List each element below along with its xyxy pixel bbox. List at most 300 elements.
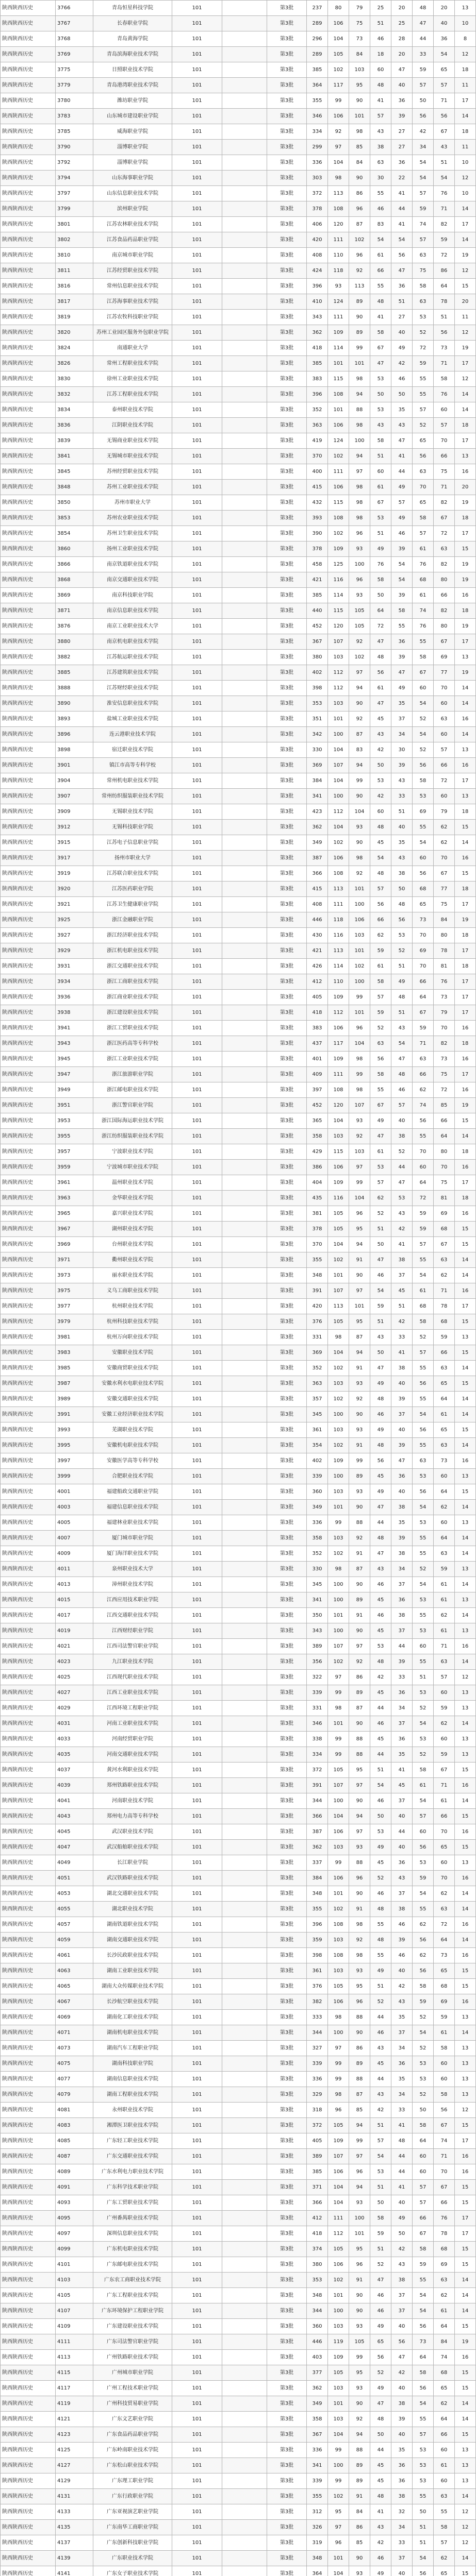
table-row xyxy=(1,2288,476,2303)
code-cell: 4091 xyxy=(56,2180,93,2195)
type-cell: 101 xyxy=(172,310,222,325)
type-cell: 101 xyxy=(172,1871,222,1886)
type-cell: 101 xyxy=(172,572,222,588)
plan-cell xyxy=(222,449,267,464)
value-cell: 98 xyxy=(349,495,370,511)
code-cell: 4031 xyxy=(56,1716,93,1732)
value-cell: 40 xyxy=(391,2427,413,2443)
value-cell: 66 xyxy=(434,758,455,773)
value-cell: 99 xyxy=(328,1515,349,1531)
code-cell: 3967 xyxy=(56,1222,93,1237)
value-cell: 41 xyxy=(391,2118,413,2133)
value-cell: 57 xyxy=(413,2427,434,2443)
table-row xyxy=(1,835,476,851)
plan-cell xyxy=(222,541,267,557)
type-cell: 101 xyxy=(172,1283,222,1299)
value-cell: 111 xyxy=(328,897,349,912)
type-cell: 101 xyxy=(172,47,222,62)
province-cell: 陕西陕西历史 xyxy=(1,2072,56,2087)
plan-cell xyxy=(222,2226,267,2242)
value-cell: 65 xyxy=(434,1840,455,1855)
value-cell: 99 xyxy=(328,2072,349,2087)
plan-cell xyxy=(222,418,267,433)
table-row xyxy=(1,1654,476,1670)
score-cell: 361 xyxy=(307,1422,328,1438)
province-cell: 陕西陕西历史 xyxy=(1,1422,56,1438)
score-cell: 370 xyxy=(307,1237,328,1252)
plan-cell xyxy=(222,835,267,851)
type-cell: 101 xyxy=(172,634,222,650)
plan-cell xyxy=(222,1422,267,1438)
score-cell: 355 xyxy=(307,1902,328,1917)
code-cell: 3979 xyxy=(56,1314,93,1330)
province-cell: 陕西陕西历史 xyxy=(1,201,56,217)
plan-cell xyxy=(222,2087,267,2103)
value-cell: 49 xyxy=(370,541,391,557)
code-cell: 4041 xyxy=(56,1793,93,1809)
value-cell: 50 xyxy=(391,882,413,897)
value-cell: 114 xyxy=(328,588,349,603)
school-cell: 淄博职业学院 xyxy=(93,155,172,171)
table-row xyxy=(1,1144,476,1160)
value-cell: 15 xyxy=(455,279,476,294)
value-cell: 11 xyxy=(455,140,476,155)
value-cell: 105 xyxy=(349,2334,370,2350)
table-row xyxy=(1,402,476,418)
code-cell: 3921 xyxy=(56,897,93,912)
value-cell: 15 xyxy=(455,866,476,882)
code-cell: 3997 xyxy=(56,1453,93,1469)
value-cell: 70 xyxy=(434,1871,455,1886)
plan-cell xyxy=(222,2520,267,2535)
batch-cell: 第3批 xyxy=(267,2273,307,2288)
type-cell: 101 xyxy=(172,1252,222,1268)
value-cell: 92 xyxy=(349,263,370,279)
score-cell: 362 xyxy=(307,820,328,835)
province-cell: 陕西陕西历史 xyxy=(1,1067,56,1082)
school-cell: 江苏联合职业技术学院 xyxy=(93,866,172,882)
value-cell: 108 xyxy=(328,866,349,882)
school-cell: 湖南工业职业技术学院 xyxy=(93,1963,172,1979)
code-cell: 4105 xyxy=(56,2288,93,2303)
value-cell: 93 xyxy=(349,2566,370,2576)
plan-cell xyxy=(222,1809,267,1824)
province-cell: 陕西陕西历史 xyxy=(1,2257,56,2273)
value-cell: 67 xyxy=(434,511,455,526)
score-cell: 366 xyxy=(307,2195,328,2211)
value-cell: 101 xyxy=(328,1500,349,1515)
code-cell: 4141 xyxy=(56,2566,93,2576)
value-cell: 109 xyxy=(328,2133,349,2149)
batch-cell: 第3批 xyxy=(267,325,307,341)
score-cell: 419 xyxy=(307,433,328,449)
batch-cell: 第3批 xyxy=(267,2473,307,2489)
value-cell: 55 xyxy=(370,1948,391,1963)
school-cell: 浙江纺织服装职业技术学院 xyxy=(93,1129,172,1144)
batch-cell: 第3批 xyxy=(267,171,307,186)
plan-cell xyxy=(222,1,267,16)
value-cell: 15 xyxy=(455,1809,476,1824)
type-cell: 101 xyxy=(172,1623,222,1639)
school-cell: 江阴职业技术学院 xyxy=(93,418,172,433)
value-cell: 46 xyxy=(391,526,413,541)
type-cell: 101 xyxy=(172,789,222,804)
school-cell: 广东创新科技职业学院 xyxy=(93,2535,172,2551)
province-cell: 陕西陕西历史 xyxy=(1,2273,56,2288)
school-cell: 江西财经职业学院 xyxy=(93,1623,172,1639)
code-cell: 4089 xyxy=(56,2164,93,2180)
score-cell: 296 xyxy=(307,31,328,47)
table-row xyxy=(1,449,476,464)
batch-cell: 第3批 xyxy=(267,31,307,47)
value-cell: 97 xyxy=(349,1283,370,1299)
value-cell: 76 xyxy=(434,387,455,402)
code-cell: 4073 xyxy=(56,2041,93,2056)
value-cell: 50 xyxy=(370,1237,391,1252)
table-row xyxy=(1,1237,476,1252)
school-cell: 镇江市高等专科学校 xyxy=(93,758,172,773)
province-cell: 陕西陕西历史 xyxy=(1,1299,56,1314)
value-cell: 34 xyxy=(391,727,413,742)
value-cell: 94 xyxy=(349,387,370,402)
value-cell: 96 xyxy=(349,1206,370,1222)
value-cell: 13 xyxy=(455,742,476,758)
value-cell: 13 xyxy=(455,2443,476,2458)
value-cell: 100 xyxy=(328,2025,349,2041)
value-cell: 56 xyxy=(391,248,413,263)
value-cell: 27 xyxy=(391,124,413,140)
value-cell: 59 xyxy=(413,1206,434,1222)
value-cell: 37 xyxy=(391,1793,413,1809)
code-cell: 3792 xyxy=(56,155,93,171)
school-cell: 永州职业技术学院 xyxy=(93,2103,172,2118)
school-cell: 湖南交通职业技术学院 xyxy=(93,1933,172,1948)
value-cell: 105 xyxy=(349,603,370,619)
type-cell: 101 xyxy=(172,449,222,464)
batch-cell: 第3批 xyxy=(267,294,307,310)
value-cell: 95 xyxy=(349,2365,370,2381)
value-cell: 64 xyxy=(434,1531,455,1546)
value-cell: 48 xyxy=(413,1,434,16)
value-cell: 57 xyxy=(413,2195,434,2211)
value-cell: 15 xyxy=(455,820,476,835)
score-cell: 418 xyxy=(307,341,328,356)
table-row xyxy=(1,2303,476,2319)
plan-cell xyxy=(222,2025,267,2041)
value-cell: 52 xyxy=(370,1871,391,1886)
code-cell: 3854 xyxy=(56,526,93,541)
school-cell: 湖南信息职业技术学院 xyxy=(93,2072,172,2087)
value-cell: 38 xyxy=(391,1129,413,1144)
value-cell: 57 xyxy=(370,109,391,124)
value-cell: 13 xyxy=(455,1747,476,1762)
value-cell: 51 xyxy=(370,1314,391,1330)
province-cell: 陕西陕西历史 xyxy=(1,1623,56,1639)
batch-cell: 第3批 xyxy=(267,1732,307,1747)
value-cell: 41 xyxy=(391,1237,413,1252)
value-cell: 46 xyxy=(370,1268,391,1283)
table-row xyxy=(1,1546,476,1562)
score-cell: 391 xyxy=(307,1283,328,1299)
value-cell: 17 xyxy=(455,773,476,789)
type-cell: 101 xyxy=(172,511,222,526)
value-cell: 77 xyxy=(434,665,455,681)
score-cell: 349 xyxy=(307,835,328,851)
code-cell: 3909 xyxy=(56,804,93,820)
value-cell: 93 xyxy=(349,1376,370,1392)
table-row xyxy=(1,279,476,294)
value-cell: 55 xyxy=(413,1361,434,1376)
value-cell: 44 xyxy=(370,2072,391,2087)
value-cell: 104 xyxy=(328,1809,349,1824)
table-row xyxy=(1,1762,476,1778)
plan-cell xyxy=(222,1531,267,1546)
value-cell: 101 xyxy=(349,356,370,371)
province-cell: 陕西陕西历史 xyxy=(1,1994,56,2010)
value-cell: 38 xyxy=(391,1500,413,1515)
value-cell: 53 xyxy=(391,1191,413,1206)
value-cell: 71 xyxy=(434,1283,455,1299)
value-cell: 78 xyxy=(434,2226,455,2242)
value-cell: 14 xyxy=(455,835,476,851)
value-cell: 55 xyxy=(413,2489,434,2504)
batch-cell: 第3批 xyxy=(267,696,307,711)
score-cell: 360 xyxy=(307,1484,328,1500)
code-cell: 3912 xyxy=(56,820,93,835)
school-cell: 江苏工程职业技术学院 xyxy=(93,387,172,402)
batch-cell: 第3批 xyxy=(267,2041,307,2056)
value-cell: 58 xyxy=(434,2041,455,2056)
type-cell: 101 xyxy=(172,1191,222,1206)
value-cell: 51 xyxy=(370,1222,391,1237)
plan-cell xyxy=(222,2566,267,2576)
school-cell: 广东建设职业技术学院 xyxy=(93,2319,172,2334)
value-cell: 40 xyxy=(391,1113,413,1129)
type-cell: 101 xyxy=(172,1005,222,1021)
batch-cell: 第3批 xyxy=(267,1747,307,1762)
table-row xyxy=(1,1005,476,1021)
value-cell: 67 xyxy=(434,634,455,650)
score-cell: 355 xyxy=(307,93,328,109)
value-cell: 93 xyxy=(349,1484,370,1500)
batch-cell: 第3批 xyxy=(267,974,307,990)
value-cell: 57 xyxy=(413,402,434,418)
code-cell: 4131 xyxy=(56,2489,93,2504)
value-cell: 74 xyxy=(413,217,434,232)
province-cell: 陕西陕西历史 xyxy=(1,2133,56,2149)
table-row xyxy=(1,526,476,541)
value-cell: 103 xyxy=(328,1933,349,1948)
value-cell: 64 xyxy=(370,603,391,619)
code-cell: 3934 xyxy=(56,974,93,990)
value-cell: 47 xyxy=(391,1175,413,1191)
value-cell: 72 xyxy=(370,619,391,634)
value-cell: 55 xyxy=(413,2273,434,2288)
code-cell: 4097 xyxy=(56,2226,93,2242)
score-cell: 372 xyxy=(307,186,328,201)
batch-cell: 第3批 xyxy=(267,124,307,140)
value-cell: 47 xyxy=(370,2396,391,2412)
value-cell: 103 xyxy=(328,1531,349,1546)
value-cell: 91 xyxy=(349,1546,370,1562)
province-cell: 陕西陕西历史 xyxy=(1,1685,56,1701)
score-cell: 344 xyxy=(307,1793,328,1809)
province-cell: 陕西陕西历史 xyxy=(1,1098,56,1113)
value-cell: 49 xyxy=(370,1484,391,1500)
type-cell: 101 xyxy=(172,62,222,78)
code-cell: 3871 xyxy=(56,603,93,619)
type-cell: 101 xyxy=(172,2087,222,2103)
value-cell: 51 xyxy=(370,449,391,464)
plan-cell xyxy=(222,1608,267,1623)
score-cell: 385 xyxy=(307,2164,328,2180)
value-cell: 55 xyxy=(413,1129,434,1144)
batch-cell: 第3批 xyxy=(267,2535,307,2551)
score-cell: 358 xyxy=(307,1531,328,1546)
table-row xyxy=(1,1422,476,1438)
school-cell: 浙江邮电职业技术学院 xyxy=(93,1082,172,1098)
batch-cell: 第3批 xyxy=(267,1067,307,1082)
plan-cell xyxy=(222,1762,267,1778)
value-cell: 58 xyxy=(434,2520,455,2535)
value-cell: 37 xyxy=(391,2025,413,2041)
batch-cell: 第3批 xyxy=(267,402,307,418)
score-cell: 337 xyxy=(307,1855,328,1871)
value-cell: 68 xyxy=(413,572,434,588)
type-cell: 101 xyxy=(172,93,222,109)
value-cell: 94 xyxy=(349,1809,370,1824)
value-cell: 59 xyxy=(413,62,434,78)
batch-cell: 第3批 xyxy=(267,526,307,541)
type-cell: 101 xyxy=(172,820,222,835)
value-cell: 89 xyxy=(349,1469,370,1484)
province-cell: 陕西陕西历史 xyxy=(1,974,56,990)
value-cell: 41 xyxy=(391,217,413,232)
batch-cell: 第3批 xyxy=(267,681,307,696)
value-cell: 94 xyxy=(349,681,370,696)
value-cell: 101 xyxy=(349,1299,370,1314)
score-cell: 351 xyxy=(307,711,328,727)
province-cell: 陕西陕西历史 xyxy=(1,2334,56,2350)
value-cell: 103 xyxy=(328,1963,349,1979)
value-cell: 43 xyxy=(370,1330,391,1345)
table-row xyxy=(1,943,476,959)
table-row xyxy=(1,310,476,325)
value-cell: 59 xyxy=(434,1562,455,1577)
value-cell: 35 xyxy=(391,1747,413,1762)
batch-cell: 第3批 xyxy=(267,155,307,171)
score-cell: 322 xyxy=(307,1670,328,1685)
score-cell: 345 xyxy=(307,1577,328,1592)
batch-cell: 第3批 xyxy=(267,1809,307,1824)
batch-cell: 第3批 xyxy=(267,820,307,835)
value-cell: 58 xyxy=(413,511,434,526)
value-cell: 18 xyxy=(455,928,476,943)
value-cell: 75 xyxy=(349,16,370,31)
table-row xyxy=(1,711,476,727)
plan-cell xyxy=(222,711,267,727)
value-cell: 105 xyxy=(328,47,349,62)
value-cell: 17 xyxy=(455,1175,476,1191)
value-cell: 52 xyxy=(413,711,434,727)
score-cell: 408 xyxy=(307,897,328,912)
value-cell: 49 xyxy=(391,480,413,495)
school-cell: 广东环境保护工程职业学院 xyxy=(93,2303,172,2319)
value-cell: 14 xyxy=(455,1902,476,1917)
value-cell: 46 xyxy=(370,1608,391,1623)
value-cell: 91 xyxy=(349,1608,370,1623)
table-row xyxy=(1,665,476,681)
school-cell: 宁波城市职业技术学院 xyxy=(93,1160,172,1175)
value-cell: 33 xyxy=(391,1670,413,1685)
value-cell: 60 xyxy=(434,1469,455,1484)
code-cell: 4135 xyxy=(56,2520,93,2535)
plan-cell xyxy=(222,1438,267,1453)
value-cell: 52 xyxy=(413,2087,434,2103)
plan-cell xyxy=(222,402,267,418)
value-cell: 54 xyxy=(413,1407,434,1422)
type-cell: 101 xyxy=(172,866,222,882)
province-cell: 陕西陕西历史 xyxy=(1,758,56,773)
code-cell: 4043 xyxy=(56,1809,93,1824)
value-cell: 98 xyxy=(328,171,349,186)
code-cell: 4059 xyxy=(56,1933,93,1948)
value-cell: 42 xyxy=(391,1222,413,1237)
value-cell: 64 xyxy=(413,1175,434,1191)
value-cell: 88 xyxy=(349,2010,370,2025)
value-cell: 107 xyxy=(328,1639,349,1654)
value-cell: 66 xyxy=(434,449,455,464)
table-row xyxy=(1,1438,476,1453)
school-cell: 山东城市建设职业学院 xyxy=(93,109,172,124)
plan-cell xyxy=(222,1098,267,1113)
value-cell: 101 xyxy=(349,882,370,897)
value-cell: 39 xyxy=(391,109,413,124)
plan-cell xyxy=(222,2072,267,2087)
school-cell: 江苏食品药品职业学院 xyxy=(93,232,172,248)
code-cell: 4061 xyxy=(56,1948,93,1963)
value-cell: 46 xyxy=(370,31,391,47)
batch-cell: 第3批 xyxy=(267,1330,307,1345)
code-cell: 3848 xyxy=(56,480,93,495)
plan-cell xyxy=(222,727,267,742)
value-cell: 97 xyxy=(328,140,349,155)
value-cell: 16 xyxy=(455,758,476,773)
value-cell: 62 xyxy=(413,1917,434,1933)
value-cell: 54 xyxy=(413,155,434,171)
value-cell: 13 xyxy=(455,1855,476,1871)
plan-cell xyxy=(222,1299,267,1314)
value-cell: 54 xyxy=(391,232,413,248)
value-cell: 98 xyxy=(349,371,370,387)
batch-cell: 第3批 xyxy=(267,1500,307,1515)
value-cell: 16 xyxy=(455,1824,476,1840)
type-cell: 101 xyxy=(172,232,222,248)
value-cell: 25 xyxy=(370,1,391,16)
value-cell: 17 xyxy=(455,2133,476,2149)
value-cell: 52 xyxy=(391,943,413,959)
province-cell: 陕西陕西历史 xyxy=(1,1608,56,1623)
table-row xyxy=(1,1222,476,1237)
value-cell: 79 xyxy=(434,804,455,820)
value-cell: 88 xyxy=(349,2072,370,2087)
type-cell: 101 xyxy=(172,758,222,773)
table-row xyxy=(1,2334,476,2350)
school-cell: 广东科学技术职业学院 xyxy=(93,2180,172,2195)
batch-cell: 第3批 xyxy=(267,1824,307,1840)
value-cell: 53 xyxy=(391,928,413,943)
batch-cell: 第3批 xyxy=(267,773,307,789)
